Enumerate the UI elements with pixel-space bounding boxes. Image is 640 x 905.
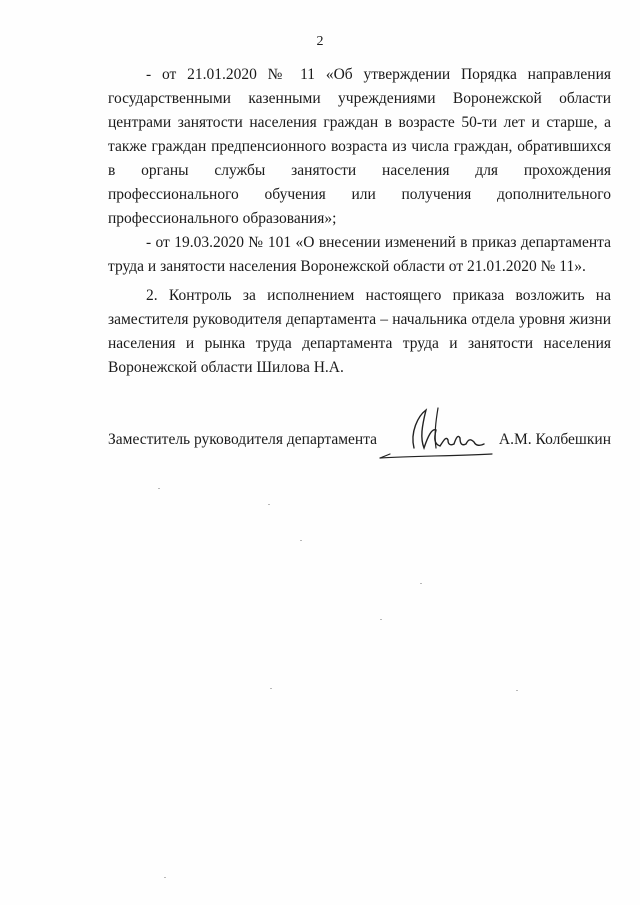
scan-speck: [268, 504, 270, 505]
scan-speck: [270, 688, 272, 689]
page-number: 2: [316, 34, 324, 49]
scan-speck: [380, 619, 382, 620]
handwritten-signature: [374, 400, 504, 470]
signer-name: А.М. Колбешкин: [498, 431, 611, 448]
paragraph-control-clause: 2. Контроль за исполнением настоящего приказа возложить на заместителя руководителя департамента – начальника отдела уровня жизни населения и рынка труда департамента труда и занятости населения Воронежской области Шилова Н.А.: [108, 287, 611, 376]
paragraph-order-reference-2: - от 19.03.2020 № 101 «О внесении изменений в приказ департамента труда и занятости населения Воронежской области от 21.01.2020 № 11».: [108, 234, 611, 275]
signer-position: Заместитель руководителя департамента: [108, 431, 378, 448]
scan-speck: [158, 488, 160, 489]
scan-speck: [420, 583, 422, 584]
signature-block: [108, 428, 611, 452]
scan-speck: [300, 540, 302, 541]
paragraph-order-reference-1: - от 21.01.2020 № 11 «Об утверждении Порядка направления государственными казенными учреждениями Воронежской области центрами занятости населения граждан в возрасте 50-ти лет и старше, а также граждан предпенсионного возраста из числа граждан, обратившихся в органы службы занятости населения для прохождения профессионального обучения или получения дополнительного профессионального образования»;: [108, 66, 611, 227]
scan-speck: [516, 690, 518, 691]
scan-speck: [164, 877, 166, 878]
document-body: [108, 63, 611, 380]
